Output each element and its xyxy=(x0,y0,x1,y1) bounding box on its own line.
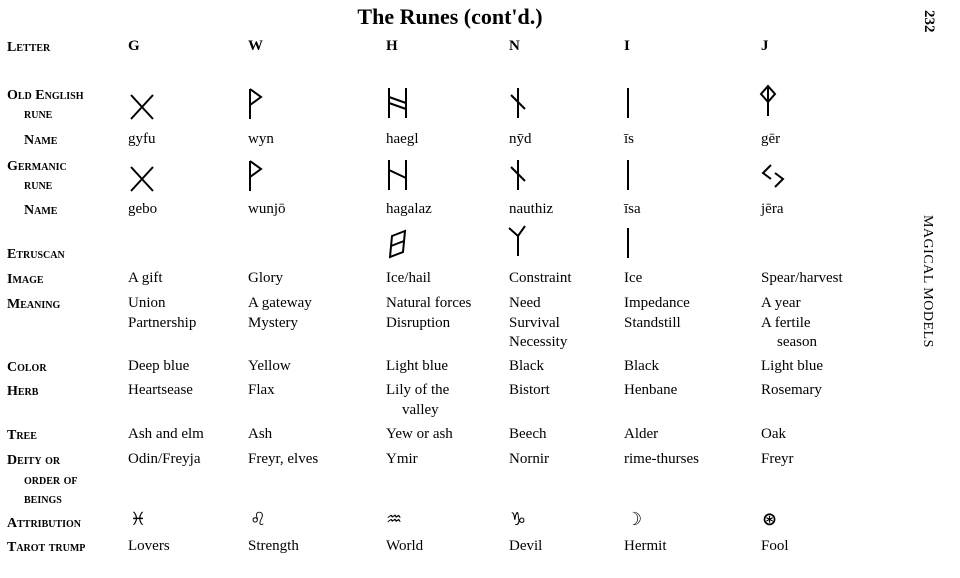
label-deity: Deity or xyxy=(7,453,61,468)
tree-n: Beech xyxy=(509,426,547,442)
letter-w: W xyxy=(248,38,263,54)
herb-i: Henbane xyxy=(624,382,678,398)
oe-name-n: nȳd xyxy=(509,131,532,147)
meaning-w: A gateway Mystery xyxy=(248,295,312,331)
nyd-rune-glyph xyxy=(506,86,530,120)
label-letter: Letter xyxy=(7,40,51,55)
label-attribution: Attribution xyxy=(7,516,82,531)
letter-h: H xyxy=(386,38,398,54)
is-rune-glyph xyxy=(620,86,636,120)
wunjo-rune-glyph xyxy=(246,159,266,193)
page-title: The Runes (cont'd.) xyxy=(357,4,543,29)
meaning-i: Impedance Standstill xyxy=(624,295,690,331)
herb-g: Heartsease xyxy=(128,382,193,398)
herb-j: Rosemary xyxy=(761,382,822,398)
meaning-g: Union Partnership xyxy=(128,295,197,331)
deity-i: rime-thurses xyxy=(624,451,699,467)
label-image: Image xyxy=(7,272,44,287)
tarot-j: Fool xyxy=(761,538,789,554)
g-name-n: nauthiz xyxy=(509,201,554,217)
meaning-n: Need Survival Necessity xyxy=(509,295,568,350)
label-oe-name: Name xyxy=(24,133,58,148)
oe-name-j: gēr xyxy=(761,131,781,147)
label-tarot: Tarot trump xyxy=(7,540,86,555)
deity-n: Nornir xyxy=(509,451,549,467)
image-w: Glory xyxy=(248,270,283,286)
label-germanic-rune: rune xyxy=(24,178,53,193)
leo-icon: ♌ xyxy=(250,509,267,530)
hagalaz-rune-glyph xyxy=(385,158,411,192)
label-etruscan: Etruscan xyxy=(7,247,65,262)
tree-g: Ash and elm xyxy=(128,426,204,442)
haegl-rune-glyph xyxy=(385,86,411,120)
etruscan-n-glyph xyxy=(506,224,530,258)
color-j: Light blue xyxy=(761,358,824,374)
etruscan-i-glyph xyxy=(620,226,636,260)
color-i: Black xyxy=(624,358,659,374)
tarot-i: Hermit xyxy=(624,538,667,554)
gyfu-rune-glyph xyxy=(128,92,156,122)
pisces-icon: ♓ xyxy=(130,509,147,530)
capricorn-icon: ♑ xyxy=(510,509,527,530)
wheel-icon: ⊛ xyxy=(762,509,778,530)
label-deity-order: order of xyxy=(24,473,78,488)
color-h: Light blue xyxy=(386,358,449,374)
label-old-english: Old English xyxy=(7,88,84,103)
image-g: A gift xyxy=(128,270,163,286)
tarot-g: Lovers xyxy=(128,538,170,554)
image-h: Ice/hail xyxy=(386,270,431,286)
oe-name-h: haegl xyxy=(386,131,419,147)
tree-j: Oak xyxy=(761,426,786,442)
tree-w: Ash xyxy=(248,426,273,442)
tarot-w: Strength xyxy=(248,538,299,554)
herb-n: Bistort xyxy=(509,382,550,398)
ger-rune-glyph xyxy=(757,84,779,118)
label-herb: Herb xyxy=(7,384,39,399)
g-name-w: wunjō xyxy=(248,201,286,217)
tree-i: Alder xyxy=(624,426,659,442)
g-name-i: īsa xyxy=(624,201,641,217)
deity-g: Odin/Freyja xyxy=(128,451,201,467)
tarot-h: World xyxy=(386,538,424,554)
jera-rune-glyph xyxy=(760,162,786,190)
etruscan-h-glyph xyxy=(386,229,410,259)
nauthiz-rune-glyph xyxy=(506,158,530,192)
label-old-english-rune: rune xyxy=(24,107,53,122)
page-number: 232 xyxy=(921,10,937,33)
label-g-name: Name xyxy=(24,203,58,218)
letter-i: I xyxy=(624,38,630,54)
label-color: Color xyxy=(7,360,47,375)
label-tree: Tree xyxy=(7,428,37,443)
oe-name-w: wyn xyxy=(248,131,274,147)
herb-h: Lily of the valley xyxy=(386,382,450,418)
aquarius-icon: ♒ xyxy=(386,509,403,530)
deity-j: Freyr xyxy=(761,451,794,467)
image-i: Ice xyxy=(624,270,643,286)
side-running-header: MAGICAL MODELS xyxy=(920,215,935,348)
image-j: Spear/harvest xyxy=(761,270,843,286)
deity-h: Ymir xyxy=(386,451,418,467)
meaning-h: Natural forces Disruption xyxy=(386,295,472,331)
g-name-j: jēra xyxy=(761,201,784,217)
isa-rune-glyph xyxy=(620,158,636,192)
moon-icon: ☽ xyxy=(626,509,643,530)
deity-w: Freyr, elves xyxy=(248,451,319,467)
herb-w: Flax xyxy=(248,382,275,398)
image-n: Constraint xyxy=(509,270,572,286)
g-name-h: hagalaz xyxy=(386,201,432,217)
meaning-j: A year A fertile season xyxy=(761,295,817,350)
tarot-n: Devil xyxy=(509,538,543,554)
letter-g: G xyxy=(128,38,140,54)
label-meaning: Meaning xyxy=(7,297,61,312)
gebo-rune-glyph xyxy=(128,164,156,194)
label-germanic: Germanic xyxy=(7,159,67,174)
tree-h: Yew or ash xyxy=(386,426,453,442)
oe-name-i: īs xyxy=(624,131,635,147)
label-deity-beings: beings xyxy=(24,492,62,507)
color-n: Black xyxy=(509,358,544,374)
letter-j: J xyxy=(761,38,769,54)
color-g: Deep blue xyxy=(128,358,190,374)
oe-name-g: gyfu xyxy=(128,131,156,147)
color-w: Yellow xyxy=(248,358,291,374)
g-name-g: gebo xyxy=(128,201,158,217)
wyn-rune-glyph xyxy=(246,87,266,121)
letter-n: N xyxy=(509,38,520,54)
